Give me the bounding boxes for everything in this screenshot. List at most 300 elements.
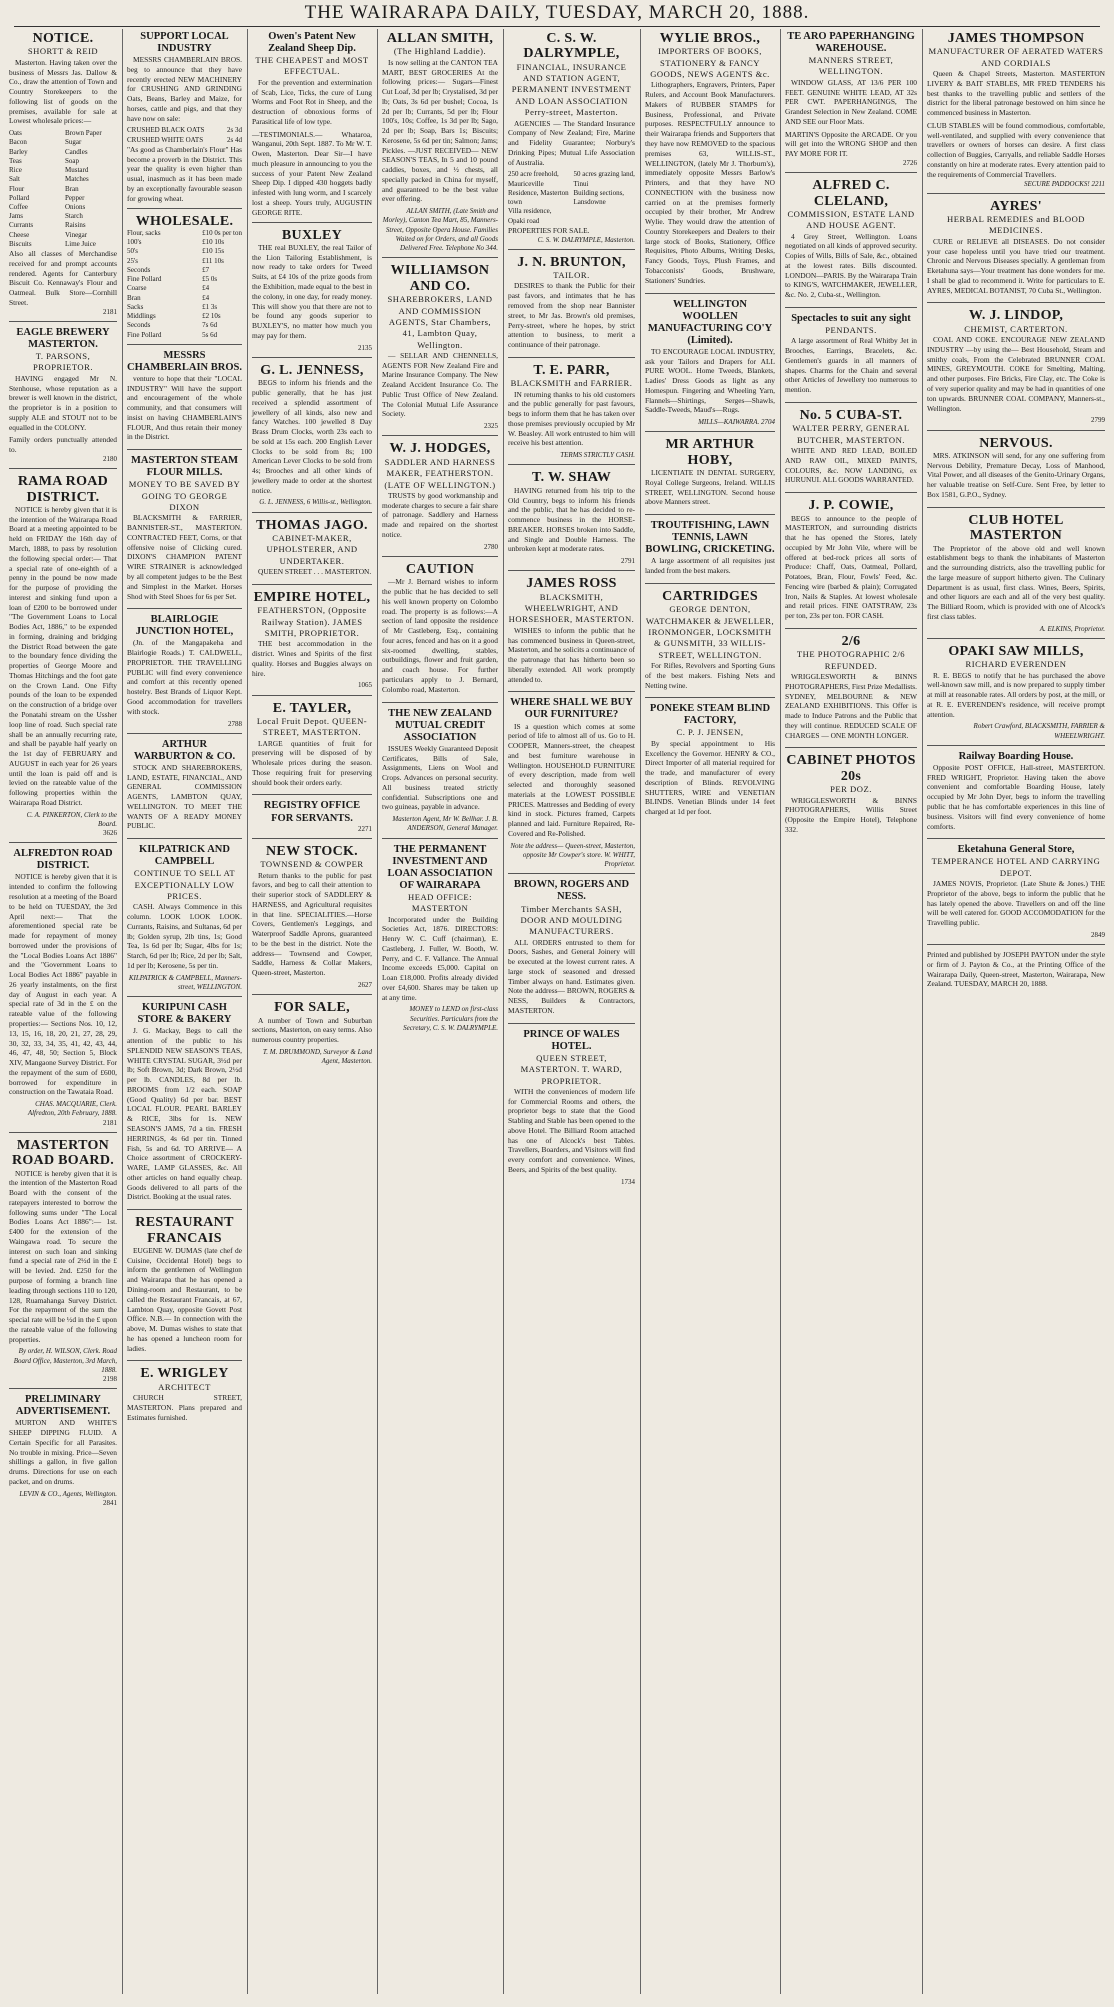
ad-body bbox=[645, 347, 775, 415]
ad-heading: ALFRED C. CLELAND, bbox=[812, 178, 890, 209]
price-item-name: 25's bbox=[127, 256, 138, 265]
ad-heading: MR ARTHUR HOBY, bbox=[665, 437, 755, 468]
list-item: Vinegar bbox=[65, 230, 88, 239]
ad-heading: PONEKE STEAM BLIND FACTORY, bbox=[649, 703, 771, 727]
ad-subheading: TOWNSEND & COWPER bbox=[260, 859, 364, 870]
ad-extra-text: Family orders punctually attended to. bbox=[9, 435, 117, 455]
advertisement bbox=[508, 470, 635, 571]
ad-signature: MONEY to LEND on first-class Securities. Particulars from the Secretary, C. S. W. DALRYMPLE. bbox=[403, 1005, 498, 1032]
price-item-name: Flour, sacks bbox=[127, 228, 161, 237]
ad-paragraph: NOTICE is hereby given that it is intended to confirm the following resolution at a meeting of the Board to be held on TUESDAY, the 3rd April next:— That the aforementioned special rate be made for repayment of money borrowed under the provisions of the "Local Bodies Loans Act 1886" and the "Government Loans to Local Bodies Act 1886" payable in 26 yearly instalments, on the first day of August in each year. A special rate of 3d in the £ on the rateable value of the following properties:— Sections Nos. 10, 12, 13, 15, 16, 18, 20, 21, 27, 28, 29, 30, 32, 33, 34, 35, 41, 42, 43, 44, 46, 47, 48, 50; Section 5, Block XIV, Mangaone Survey District. For the repayment of the sum of £600, borrowed for expenditure in construction on the Tawataia Road. bbox=[9, 872, 117, 1097]
advertisement bbox=[252, 800, 372, 838]
ad-number: 2325 bbox=[484, 422, 498, 431]
ad-body bbox=[252, 243, 372, 341]
price-item-value: £10 15s bbox=[202, 247, 225, 256]
ad-paragraph: IN returning thanks to his old customers and the public generally for past favours, begs to inform them that he has taken over those premises previously occupied by Mr W. Beasley. All work entrusted to him will receive his best attention. bbox=[508, 389, 635, 448]
advertisement bbox=[9, 848, 117, 1132]
advertisement bbox=[927, 308, 1105, 430]
advertisement bbox=[508, 879, 635, 1023]
ad-extra-text: —TESTIMONIALS.— Whataroa, Wanganui, 20th Sept. 1887. To Mr W. T. Owen, Masterton. Dear Sir—I have much pleasure in announcing to you the success of your Patent New Zealand Sheep Dip. I dipped 430 hoggets badly infested with lung worm, and I scarcely lost a sheep. Yours truly, AUGUSTIN GEORGE RITE. bbox=[252, 129, 372, 217]
price-item-name: 50's bbox=[127, 247, 138, 256]
ad-extra-text: PROPERTIES FOR SALE. bbox=[508, 225, 590, 235]
advertisement bbox=[9, 31, 117, 322]
advertisement bbox=[127, 614, 242, 733]
ad-heading: THOMAS JAGO. bbox=[256, 517, 368, 533]
masthead: THE WAIRARAPA DAILY, TUESDAY, MARCH 20, 1888. bbox=[304, 2, 810, 23]
ad-body bbox=[127, 1026, 242, 1202]
ad-body bbox=[645, 556, 775, 576]
ad-extra-text: CLUB STABLES will be found commodious, comfortable, well-ventilated, and supplied with every convenience that travellers or owners of horses can desire. A first class collection of Buggies, Carryalls, and reliable Saddle Horses constantly on hire at moderate rates. Every attention paid to the requirements of Commercial Travellers. bbox=[927, 120, 1105, 179]
ad-subheading: THE CHEAPEST and MOST EFFECTUAL. bbox=[255, 55, 369, 77]
list-item: Bran bbox=[65, 184, 79, 193]
ad-signature: Robert Crawford, BLACKSMITH, FARRIER & WHEELWRIGHT. bbox=[973, 722, 1105, 740]
column-5 bbox=[503, 29, 640, 1994]
ad-heading: No. 5 CUBA-ST. bbox=[799, 408, 903, 423]
ad-paragraph: J. G. Mackay, Begs to call the attention of the public to his SPLENDID NEW SEASON'S TEAS, WHITE CRYSTAL SUGAR, 3½d per lb; Soft Brown, 3d; Dark Brown, 2½d per lb. CANDLES, 8d per lb. BROOMS from 1/2 each. SOAP (Good Quality) 6d per bar. BEST LOCAL FLOUR. PEARL BARLEY & RICE, 3lbs for 1s. NEW SEASON'S JAMS, 7d a tin. FRESH HERRINGS, 4s 6d per tin. Tinned Fish, 5s and 6d. TO ARRIVE— A Choice assortment of CROCKERY-WARE, LAMP GLASSES, &c. All other articles on hand equally cheap. Goods delivered to all parts of the District. Booking at the usual rates. bbox=[127, 1026, 242, 1202]
price-item-value: £10 0s per ton bbox=[202, 228, 242, 237]
column-4 bbox=[377, 29, 503, 1994]
ad-subheading: CONTINUE TO SELL AT EXCEPTIONALLY LOW PRICES. bbox=[133, 868, 236, 902]
ad-heading: REGISTRY OFFICE FOR SERVANTS. bbox=[263, 800, 361, 824]
ad-heading: CABINET PHOTOS 20s bbox=[786, 753, 916, 784]
advertisement bbox=[252, 31, 372, 223]
ad-heading: CARTRIDGES bbox=[662, 588, 758, 604]
ad-signature: A. ELKINS, Proprietor. bbox=[1039, 624, 1105, 633]
price-item-value: £4 bbox=[202, 293, 210, 302]
ad-number: 1065 bbox=[358, 681, 372, 690]
ad-subheading: FINANCIAL, INSURANCE AND STATION AGENT, PERMANENT INVESTMENT AND LOAN ASSOCIATION Perry-street, Masterton. bbox=[511, 61, 632, 118]
ad-heading: BUXLEY bbox=[281, 227, 343, 243]
list-item: Cheese bbox=[9, 230, 30, 239]
column-8 bbox=[922, 29, 1110, 1994]
ad-heading: NERVOUS. bbox=[979, 435, 1053, 451]
ad-paragraph: (Jn. of the Mangapakeha and Blairlogie Roads.) T. CALDWELL, PROPRIETOR. THE TRAVELLING PUBLIC will find every convenience and comfort at this recently opened hostelry. Best Brands of Liquor Kept. Good accommodation for travellers with stock. bbox=[127, 638, 242, 716]
ad-paragraph: THE best accommodation in the district. Wines and Spirits of the first quality. Horses and Buggies always on hire. bbox=[252, 639, 372, 678]
ad-heading: E. WRIGLEY bbox=[140, 1366, 229, 1382]
advertisement bbox=[508, 697, 635, 874]
ad-paragraph: R. E. BEGS to notify that he has purchased the above well-known saw mill, and is now prepared to supply timber at mill at reasonable rates. All orders by post, at the mill, or at R. E. EVERENDEN's residence, will receive prompt attention. bbox=[927, 670, 1105, 719]
price-item-name: 100's bbox=[127, 238, 142, 247]
ad-subheading: BLACKSMITH and FARRIER. bbox=[510, 378, 633, 389]
ad-body bbox=[127, 763, 242, 831]
ad-number: 2726 bbox=[903, 158, 917, 167]
price-item-value: £1 3s bbox=[202, 302, 218, 311]
ad-heading: KURIPUNI CASH STORE & BAKERY bbox=[137, 1002, 232, 1026]
ad-body bbox=[508, 626, 635, 685]
ad-body bbox=[785, 336, 917, 395]
advertisement bbox=[645, 31, 775, 294]
advertisement bbox=[127, 350, 242, 450]
ad-body bbox=[382, 577, 498, 694]
ad-subheading: QUEEN STREET, MASTERTON. T. WARD, PROPRIETOR. bbox=[520, 1052, 623, 1086]
advertisement bbox=[382, 31, 498, 258]
price-item-value: £11 10s bbox=[202, 256, 224, 265]
ad-subheading: RICHARD EVERENDEN bbox=[965, 659, 1067, 670]
ad-paragraph: CASH. Always Commence in this column. LOOK LOOK LOOK. Currants, Raisins, and Sultanas, 6d per lb; Golden syrup, 2lb tins, 1s; Good Tea, 1s 6d per lb; Sugar, 4lbs for 1s; Starch, 6d per lb; Rice, 2d per lb; Salt, 1d per lb; Kerosene, 5s per tin. bbox=[127, 902, 242, 970]
ad-body bbox=[785, 672, 917, 740]
ad-number: 2788 bbox=[228, 719, 242, 728]
ad-body bbox=[382, 915, 498, 1003]
ad-subheading: Local Fruit Depot. QUEEN-STREET, MASTERTON. bbox=[256, 715, 368, 738]
ad-heading: J. N. BRUNTON, bbox=[517, 254, 626, 270]
ad-body bbox=[9, 505, 117, 808]
ad-body bbox=[127, 1393, 242, 1422]
ad-paragraph: IS a question which comes at some period of life to almost all of us. Go to H. COOPER, Manners-street, the cheapest and best furniture warehouse in Wellington. HOUSEHOLD FURNITURE of every description, made from well selected and thoroughly seasoned materials at the LOWEST POSSIBLE PRICES. Mattresses and Bedding of every kind in stock. Pictures framed, Carpets planned and laid. Furniture Repaired, Re-Covered and Re-Polished. bbox=[508, 721, 635, 838]
ad-body bbox=[785, 232, 917, 300]
ad-paragraph: — SELLAR AND CHENNELLS, AGENTS FOR New Zealand Fire and Marine Insurance Company. The New Zealand Accident Insurance Co. The Public Trust Office of New Zealand. The Colonial Mutual Life Assurance Society. bbox=[382, 350, 498, 419]
column-7 bbox=[780, 29, 922, 1994]
ad-heading: Eketahuna General Store, bbox=[957, 844, 1075, 856]
ad-number: 1734 bbox=[621, 1177, 635, 1186]
price-list bbox=[127, 229, 242, 340]
ad-heading: TE ARO PAPERHANGING WAREHOUSE. bbox=[787, 31, 915, 55]
ad-paragraph: WRIGGLESWORTH & BINNS PHOTOGRAPHERS, First Prize Medallists. SYDNEY, MELBOURNE & NEW ZEALAND EXHIBITIONS. This Offer is made to Induce Patrons and the Public that they will continue. REDUCED SCALE OF CHARGES — ONE MONTH LONGER. bbox=[785, 672, 917, 740]
ad-heading: E. TAYLER, bbox=[272, 700, 352, 716]
ad-body bbox=[252, 78, 372, 127]
ad-subheading: TEMPERANCE HOTEL AND CARRYING DEPOT. bbox=[931, 856, 1101, 878]
list-item: Onions bbox=[65, 202, 86, 211]
ad-body bbox=[927, 69, 1105, 118]
ad-paragraph: For Rifles, Revolvers and Sporting Guns of the best makers. Fishing Nets and Netting twine. bbox=[645, 661, 775, 690]
advertisement bbox=[785, 178, 917, 308]
ad-subheading: CABINET-MAKER, UPHOLSTERER, AND UNDERTAKER. bbox=[266, 533, 358, 566]
advertisement bbox=[252, 518, 372, 585]
ad-body bbox=[252, 871, 372, 978]
ad-body bbox=[252, 639, 372, 678]
ad-number: 2627 bbox=[358, 980, 372, 989]
ad-paragraph: HAVING engaged Mr N. Stenhouse, whose reputation as a brewer is well known in the district, the proprietor is in a position to supply ALE and STOUT not to be equalled in the COLONY. bbox=[9, 373, 117, 432]
column-3 bbox=[247, 29, 377, 1994]
ad-paragraph: STOCK AND SHAREBROKERS, LAND, ESTATE, FINANCIAL, AND GENERAL COMMISSION AGENTS, LAMBTON QUAY, WELLINGTON. TO MEET THE WANTS OF A READY MONEY PUBLIC. bbox=[127, 762, 242, 831]
ad-paragraph: venture to hope that their "LOCAL INDUSTRY" Will have the support and encouragement of the whole community, and that consumers will insist on having CHAMBERLAIN'S FLOUR, And thus retain their money in the District. bbox=[127, 373, 242, 442]
advertisement bbox=[382, 263, 498, 436]
advertisement bbox=[927, 751, 1105, 839]
ad-heading: WILLIAMSON AND CO. bbox=[390, 263, 490, 294]
list-item: Sugar bbox=[65, 138, 82, 147]
advertisement bbox=[252, 228, 372, 358]
advertisement bbox=[927, 199, 1105, 304]
list-item: Residence, Masterton town bbox=[508, 188, 569, 207]
list-item: Currants bbox=[9, 221, 34, 230]
ad-body bbox=[645, 80, 775, 285]
ad-paragraph: QUEEN STREET . . . MASTERTON. bbox=[258, 567, 372, 577]
list-item: Starch bbox=[65, 212, 83, 221]
column-2 bbox=[122, 29, 247, 1994]
ad-body bbox=[645, 468, 775, 507]
ad-body bbox=[9, 872, 117, 1097]
list-item: Candles bbox=[65, 147, 88, 156]
ad-heading: MASTERTON STEAM FLOUR MILLS. bbox=[130, 455, 239, 479]
ad-body bbox=[508, 938, 635, 1016]
list-item: Coffee bbox=[9, 202, 28, 211]
ad-number: 2799 bbox=[1091, 416, 1105, 425]
list-item: Teas bbox=[9, 156, 22, 165]
ad-body bbox=[252, 1016, 372, 1045]
ad-heading: 2/6 bbox=[841, 633, 861, 649]
ad-heading: KILPATRICK AND CAMPBELL bbox=[139, 844, 230, 868]
ad-paragraph: CHURCH STREET, MASTERTON. Plans prepared and Estimates furnished. bbox=[127, 1393, 242, 1422]
ad-heading: ARTHUR WARBURTON & CO. bbox=[133, 738, 236, 762]
advertisement bbox=[927, 513, 1105, 639]
ad-heading: T. W. SHAW bbox=[532, 470, 611, 486]
advertisement bbox=[252, 1000, 372, 1070]
list-item: Biscuits bbox=[9, 239, 32, 248]
advertisement bbox=[252, 363, 372, 513]
price-item-value: £7 bbox=[202, 265, 210, 274]
ad-paragraph: EUGENE W. DUMAS (late chef de Cuisine, Occidental Hotel) begs to inform the gentlemen of Wellington and Wairarapa that he has opened a Dining-room and Restaurant, to be called the Restaurant Francais, at 67, Lambton Quay, opposite Govett Post Office. N.B.— In connection with the above, M. Dumas wishes to state that he has opened a luncheon room for ladies. bbox=[127, 1245, 242, 1353]
list-item: Lime Juice bbox=[65, 239, 96, 248]
ad-number: 2198 bbox=[103, 1375, 117, 1384]
ad-paragraph: COAL AND COKE. ENCOURAGE NEW ZEALAND INDUSTRY —by using the— Best Household, Steam and smithy coals, From the Celebrated BRUNNER COAL MINES, GREYMOUTH. COKE for Smelting, Malting, and other purposes. Fire Bricks, Fire Clay, etc. The Coke is of very superior quality and may be had in quantities of one ton upwards. BRUNNER COAL COMPANY, Manners-st., Wellington. bbox=[927, 335, 1105, 413]
ad-signature: CHAS. MACQUARIE, Clerk. Alfredton, 20th February, 1888. bbox=[27, 1100, 117, 1118]
ad-paragraph: —Mr J. Bernard wishes to inform the public that he has decided to sell his well known property on Colombo road. The property is as follows:—A section of land opposite the residence of Mr Castleberg, Esq., containing four acres, fenced and has on it a good six-roomed dwelling, stables, outbuildings, flower and fruit garden, and coach house. For further particulars apply to J. Bernard, Colombo road, Masterton. bbox=[382, 577, 498, 694]
ad-heading: CLUB HOTEL MASTERTON bbox=[968, 512, 1064, 544]
advertisement bbox=[508, 363, 635, 466]
ad-body bbox=[252, 378, 372, 495]
advertisement bbox=[508, 31, 635, 250]
ad-body bbox=[927, 335, 1105, 413]
advertisement bbox=[927, 31, 1105, 194]
ad-body bbox=[785, 78, 917, 127]
ad-number: 2841 bbox=[103, 1499, 117, 1508]
ad-heading: EAGLE BREWERY MASTERTON. bbox=[16, 326, 110, 351]
ad-number: 2181 bbox=[103, 1118, 117, 1127]
ad-paragraph: TRUSTS by good workmanship and moderate charges to secure a fair share of patronage. Saddlery and Harness made and repaired on the shortest notice. bbox=[382, 490, 498, 539]
list-item: 50 acres grazing land, Tinui bbox=[573, 170, 635, 188]
advertisement bbox=[382, 441, 498, 556]
ad-body bbox=[252, 567, 372, 577]
ad-subheading: MANNERS STREET, WELLINGTON. bbox=[808, 55, 894, 77]
ad-paragraph: MESSRS CHAMBERLAIN BROS. beg to announce that they have recently erected NEW MACHINERY for CRUSHING AND GRINDING Oats, Beans, Barley and Maize, for horses, cattle and pigs, and that they have now on sale: bbox=[127, 55, 242, 123]
ad-number: 2271 bbox=[358, 824, 372, 833]
ad-body bbox=[382, 351, 498, 419]
ad-subheading: MANUFACTURER OF AERATED WATERS AND CORDIALS bbox=[928, 46, 1104, 68]
price-item-name: Seconds bbox=[127, 321, 151, 330]
list-item: Brown Paper bbox=[65, 129, 102, 138]
ad-heading: ALLAN SMITH, bbox=[386, 31, 494, 46]
ad-paragraph: WINDOW GLASS, AT 13/6 PER 100 FEET. GENUINE WHITE LEAD, AT 32s PER CWT. PAPERHANGINGS, The Grandest Selection in New Zealand. COME AND SEE our Floor Mats. bbox=[785, 77, 917, 126]
ad-paragraph: A large assortment of all requisites just landed from the best makers. bbox=[645, 556, 775, 576]
ad-subheading: PENDANTS. bbox=[825, 325, 877, 336]
ad-heading: AYRES' bbox=[990, 198, 1042, 214]
ad-body bbox=[927, 544, 1105, 622]
list-item: Mustard bbox=[65, 166, 89, 175]
ad-paragraph: For the prevention and extermination of Scab, Lice, Ticks, the cure of Lung Worms and Foot Rot in Sheep, and the destruction of obnoxious forms of Parasitical life of low type. bbox=[252, 77, 372, 126]
ad-heading: WHOLESALE. bbox=[135, 213, 234, 229]
list-item: Jams bbox=[9, 212, 23, 221]
advertisement bbox=[382, 844, 498, 1038]
ad-paragraph: TO ENCOURAGE LOCAL INDUSTRY, ask your Tailors and Drapers for ALL PURE WOOL. Home Tweeds, Blankets, Ladies' Dress Goods as light as any Homespun. Fingering and Wheeling Yarn, Flannels—Shirtings, Serges—Shawls, Saddle-Tweeds, Maud's—Rugs. bbox=[645, 346, 775, 415]
advertisement bbox=[9, 474, 117, 843]
ad-heading: CAUTION bbox=[405, 561, 475, 577]
ad-paragraph: CURE or RELIEVE all DISEASES. Do not consider your case hopeless until you have tried our treatment. Chronic and Nervous Diseases specially. A gentleman from Eketahuna says—Your treatment has done wonders for me. I shall be glad to recommend it. Write for particulars to E. AYRES, MEDICAL BOTANIST, 70 Cuba St., Wellington. bbox=[927, 236, 1105, 295]
ad-subheading: IMPORTERS OF BOOKS, STATIONERY & FANCY GOODS, NEWS AGENTS &c. bbox=[650, 46, 770, 80]
ad-heading: BLAIRLOGIE JUNCTION HOTEL, bbox=[135, 614, 234, 638]
ad-paragraph: BEGS to announce to the people of MASTERTON, and surrounding districts that he has opened the Stores, lately occupied by Mr John Vile, where will be offered at bed-rock prices all sorts of Produce: Chaff, Oats, Oatmeal, Pollard, Potatoes, Bran, Flour, Fowls' Feed, &c. Fencing wire (barbed & plain); Corrugated Iron, Nails & Staples. At lowest wholesale and retail prices. FINE OATSTRAW, 23s per ton, 23s per ton. FOR CASH. bbox=[785, 513, 917, 621]
ad-paragraph: Opposite POST OFFICE, Hall-street, MASTERTON. FRED WRIGHT, Proprietor. Having taken the above convenient and comfortable Boarding House, lately occupied by Mr John Dyer, begs to inform the travelling public that he has comfortable experiences in this line of business. Visitors will find every convenience of home comforts. bbox=[927, 762, 1105, 831]
list-item: Rice bbox=[9, 166, 22, 175]
ad-body bbox=[382, 58, 498, 204]
ad-number: 2135 bbox=[358, 343, 372, 352]
ad-paragraph: HAVING returned from his trip to the Old Country, begs to inform his friends and the public, that he has decided to re-commence business in the HORSE-BREAKER. HORSES broken into Saddle, and Single and Double Harness. The unbroken kept at moderate rates. bbox=[508, 485, 635, 554]
advertisement bbox=[927, 644, 1105, 746]
ad-body bbox=[508, 119, 635, 168]
column-1 bbox=[4, 29, 122, 1994]
ad-subheading: T. PARSONS, PROPRIETOR. bbox=[32, 351, 94, 373]
advertisement bbox=[785, 634, 917, 748]
ad-heading: T. E. PARR, bbox=[533, 362, 610, 378]
ad-signature: T. M. DRUMMOND, Surveyor & Land Agent, Masterton. bbox=[262, 1047, 372, 1066]
ad-heading: TROUTFISHING, LAWN TENNIS, LAWN BOWLING, CRICKETING. bbox=[645, 520, 775, 556]
advertisement bbox=[645, 703, 775, 824]
ad-body bbox=[9, 374, 117, 433]
ad-body bbox=[9, 58, 117, 126]
ad-heading: Railway Boarding House. bbox=[958, 750, 1074, 762]
ad-number: 2181 bbox=[103, 307, 117, 316]
ad-heading: OPAKI SAW MILLS, bbox=[948, 643, 1084, 659]
ad-paragraph: MURTON AND WHITE'S SHEEP DIPPING FLUID. A Certain Specific for all Parasites. No trouble in mixing. Price—Seven shillings a gallon, in five gallon drums. Directions for use on each packet, and on drums. bbox=[9, 1418, 117, 1487]
ad-subheading: MONEY TO BE SAVED BY GOING TO GEORGE DIXON bbox=[128, 479, 241, 513]
list-item: Soap bbox=[65, 156, 79, 165]
ad-heading: WELLINGTON WOOLLEN MANUFACTURING CO'Y (Limited). bbox=[647, 298, 773, 346]
list-item: Raisins bbox=[65, 221, 86, 230]
price-item-name: Coarse bbox=[127, 284, 147, 293]
price-item-name: Fine Pollard bbox=[127, 275, 162, 284]
ad-subheading: THE PHOTOGRAPHIC 2/6 REFUNDED. bbox=[796, 649, 906, 671]
ad-heading: EMPIRE HOTEL, bbox=[253, 589, 371, 605]
ad-body bbox=[785, 514, 917, 621]
ad-paragraph: JAMES NOVIS, Proprietor. (Late Shute & Jones.) THE Proprietor of the above, begs to inform the public that he has lately opened the above. Travellers on and off the line will be well catered for. GOOD ACCOMODATION for the Travelling public. bbox=[927, 879, 1105, 928]
ad-signature: MILLS—KAIWARRA. 2704 bbox=[698, 418, 775, 427]
ad-subheading: HEAD OFFICE: MASTERTON bbox=[407, 891, 472, 914]
ad-heading: J. P. COWIE, bbox=[808, 498, 894, 514]
ad-subheading: Timber Merchants SASH, DOOR AND MOULDING MANUFACTURERS. bbox=[520, 903, 623, 937]
ad-subheading: GEORGE DENTON, WATCHMAKER & JEWELLER, IRONMONGER, LOCKSMITH & GUNSMITH, 33 WILLIS-STREET, WELLINGTON. bbox=[645, 604, 775, 660]
price-item-value: 2s 3d bbox=[227, 126, 242, 135]
ad-body bbox=[382, 744, 498, 812]
ad-heading: WYLIE BROS., bbox=[659, 31, 761, 46]
ad-heading: RESTAURANT FRANCAIS bbox=[135, 1215, 234, 1246]
advertisement bbox=[127, 1002, 242, 1210]
ad-heading: FOR SALE, bbox=[274, 1000, 350, 1016]
ad-body bbox=[785, 796, 917, 835]
price-item-name: Bran bbox=[127, 293, 141, 302]
price-item-name: Sacks bbox=[127, 302, 144, 311]
ad-body bbox=[645, 661, 775, 690]
price-item-value: 2s 4d bbox=[227, 135, 242, 144]
price-item-name: Middlings bbox=[127, 312, 156, 321]
ad-body bbox=[9, 1169, 117, 1345]
ad-signature: TERMS STRICTLY CASH. bbox=[560, 451, 635, 460]
ad-paragraph: WITH the conveniences of modern life for Commercial Rooms and others, the proprietor begs to state that the Good Stabling and Stable has been opened to the above Hotel. The Billiard Room attached has one of Alcock's best Tables. Travellers, Boarders, and Visitors will find every comfort and convenience. Wines, Beers, and Spirits of the best quality. bbox=[508, 1086, 635, 1174]
ad-paragraph: DESIRES to thank the Public for their past favors, and intimates that he has removed from the shop near Bannister street, to Mr Jas. Brown's old premises, Perry-street, where he hopes, by strict attention to business, to merit a continuance of their patronage. bbox=[508, 281, 635, 350]
price-item-value: £2 10s bbox=[202, 312, 221, 321]
ad-body bbox=[127, 902, 242, 970]
ad-body bbox=[927, 237, 1105, 296]
ad-paragraph: ISSUES Weekly Guaranteed Deposit Certificates, Bills of Sale, Assignments, Liens on Wool and Crops. Advances on personal security. All business treated strictly confidential. Subscriptions one and two guineas, payable in advance. bbox=[382, 743, 498, 812]
advertisement bbox=[645, 437, 775, 515]
ad-paragraph: Queen & Chapel Streets, Masterton. MASTERTON LIVERY & BAIT STABLES, MR FRED TENDERS his best thanks to the travelling public and settlers of the district for the liberal patronage bestowed on him since he commenced business in Masterton. bbox=[927, 69, 1105, 118]
ad-paragraph: A number of Town and Suburban sections, Masterton, on easy terms. Also numerous country properties. bbox=[252, 1015, 372, 1045]
ad-heading: JAMES ROSS bbox=[526, 576, 617, 592]
ad-body bbox=[508, 281, 635, 349]
ad-body bbox=[927, 451, 1105, 500]
ad-body bbox=[508, 722, 635, 839]
ad-number: 2180 bbox=[103, 454, 117, 463]
ad-number: 2780 bbox=[484, 542, 498, 551]
ad-signature: KILPATRICK & CAMPBELL, Manners-street, WELLINGTON. bbox=[128, 973, 242, 991]
advertisement bbox=[127, 844, 242, 997]
ad-paragraph: Return thanks to the public for past favors, and beg to call their attention to their superior stock of SADDLERY & HARNESS, and Agricultural requisites in that line. SPECIALITIES.—Horse Covers, Gentlemen's Leggings, and Waterproof Saddle Aprons, guaranteed to be the best in the district. Note the address— Townsend and Cowper, Saddle, Harness & Collar Makers, Queen-street, Masterton. bbox=[252, 870, 372, 978]
price-item-value: £4 bbox=[202, 284, 210, 293]
ad-heading: MESSRS CHAMBERLAIN BROS. bbox=[127, 349, 242, 373]
column-6 bbox=[640, 29, 780, 1994]
ad-body bbox=[382, 491, 498, 540]
ad-paragraph: Lithographers, Engravers, Printers, Paper Rulers, and Account Book Manufacturers. Makers of RUBBER STAMPS for Business, Professional, and Private purposes. RESPECTFULLY announce to their Wairarapa friends and Supporters that they have now REMOVED to the spacious premises 63, WILLIS-ST., WELLINGTON, (lately Mr J. Thorburn's), immediately opposite Messrs Barlow's Printers, and that they have NO CONNECTION with the business now carried on at the premises formerly occupied by their brother, Mr Andrew Wylie. They would draw the attention of Country Storekeepers and Dealers to their large stock of Books, Stationery, Office Requisites, Photo Albums, Writing Desks, Fancy Goods, Toys, Plush Frames, and Tobacconists' Goods, Brushware, Stationers' Sundries. bbox=[645, 80, 775, 285]
ad-extra-text: Also all classes of Merchandise received for and prompt accounts rendered. Agents for Canterbury Biscuit Co. Kennaway's Flour and Oatmeal. Bulk Store—Cornhill Street. bbox=[9, 249, 117, 307]
ad-body bbox=[927, 879, 1105, 928]
ad-signature: By order, H. WILSON, Clerk. Road Board Office, Masterton, 3rd March, 1888. bbox=[13, 1347, 117, 1374]
advertisement bbox=[645, 520, 775, 584]
list-item: Flour bbox=[9, 184, 25, 193]
price-item-value: 5s 6d bbox=[202, 330, 218, 339]
ad-heading: Owen's Patent New Zealand Sheep Dip. bbox=[268, 31, 356, 55]
ad-paragraph: Is now selling at the CANTON TEA MART, BEST GROCERIES At the following prices:— Sugars—Finest Cut Loaf, 3d per lb; Crystalised, 3d per lb; Oats, 3s 6d per bushel; Cocoa, 1s 2d per lb; Currants, 5d per lb; Flour 100's, 10s; Coffee, 1s 3d per lb; Sago, 2d per lb; Soap, Bars 1s; Biscuits; Kerosene, 5s 6d per tin; Salmon; Jams; Pickles. —JUST RECEIVED— NEW SEASON'S TEAS, In 5 and 10 pound caddies, boxes, and ½ chests, all specially packed in China for myself, and guaranteed to be the best value ever offering. bbox=[382, 57, 498, 204]
ad-body bbox=[9, 1418, 117, 1486]
ad-paragraph: NOTICE is hereby given that it is the intention of the Masterton Road Board with the consent of the ratepayers interested to borrow the following sums under "The Local Bodies Loans Act 1886":— 1st. £400 for the extension of the Waingawa road. To secure the interest on such loan and sinking fund a special rate of 2½d in the £ will be levied. 2nd. £250 for the purpose of forming a branch line leading through sections 110 to 120, 128, Ruamahanga Survey District. For the repayment of the sum the special rate will be ½d in the £ upon the rateable value of the following properties. bbox=[9, 1168, 117, 1344]
ad-item-list bbox=[508, 170, 635, 225]
ad-heading: G. L. JENNESS, bbox=[260, 362, 364, 378]
imprint: Printed and published by JOSEPH PAYTON under the style or firm of J. Payton & Co., at the Printing Office of the Wairarapa Daily, Queen-street, Masterton, Wairarapa, New Zealand. TUESDAY, MARCH 20, 1888. bbox=[927, 950, 1105, 989]
advertisement bbox=[127, 31, 242, 209]
ad-heading: Spectacles to suit any sight bbox=[791, 313, 911, 324]
advertisement bbox=[252, 844, 372, 995]
ad-body bbox=[785, 446, 917, 485]
advertisement bbox=[252, 701, 372, 796]
price-item-value: £5 0s bbox=[202, 275, 218, 284]
advertisement bbox=[645, 299, 775, 433]
ad-paragraph: THE real BUXLEY, the real Tailor of the Lion Tailoring Establishment, is now ready to take orders for Tweed Suits, at £4 10s of the prize goods from the Exhibition, made equal to the best in the colony, in one day, for ready money. This will show you that there are not to be found any goods superior to BUXLEY'S, no matter how much you may pay for them. bbox=[252, 242, 372, 340]
list-item: Pollard bbox=[9, 193, 30, 202]
ad-heading: C. S. W. DALRYMPLE, bbox=[523, 31, 620, 62]
ad-signature: G. L. JENNESS, 6 Willis-st., Wellington. bbox=[259, 498, 372, 507]
price-item-value: £10 10s bbox=[202, 238, 225, 247]
ad-heading: NOTICE. bbox=[32, 31, 94, 46]
ad-signature: LEVIN & CO., Agents, Wellington. bbox=[19, 1489, 117, 1498]
ad-paragraph: By special appointment to His Excellency the Governor. HENRY & CO., Direct Importer of all material required for the trade, and manufacturer of every description of Blinds. REVOLVING SHUTTERS, WIRE and VENETIAN BLINDS. Venetian Blinds under 14 feet charged at 1d per foot. bbox=[645, 738, 775, 817]
price-item-name: Seconds bbox=[127, 265, 151, 274]
advertisement bbox=[127, 1366, 242, 1429]
ad-subheading: FEATHERSTON, (Opposite Railway Station). JAMES SMITH, PROPRIETOR. bbox=[257, 605, 367, 638]
ad-subheading: SADDLER AND HARNESS MAKER, FEATHERSTON. (LATE OF WELLINGTON.) bbox=[384, 456, 496, 490]
ad-subheading: SHORTT & REID bbox=[27, 46, 99, 57]
ad-heading: PRELIMINARY ADVERTISEMENT. bbox=[15, 1394, 111, 1418]
ad-number: 2849 bbox=[1091, 930, 1105, 939]
ad-paragraph: LARGE quantities of fruit for preserving will be disposed of by Wholesale prices during the season. Those requiring fruit for preserving should book their orders early. bbox=[252, 738, 372, 787]
ad-signature: SECURE PADDOCKS! 2211 bbox=[1023, 179, 1105, 188]
ad-heading: WHERE SHALL WE BUY OUR FURNITURE? bbox=[510, 697, 633, 721]
ad-paragraph: Masterton. Having taken over the business of Messrs Jas. Dallow & Co., draw the attention of Town and Country Storekeepers to the following list of goods on the premises, available for sale at Lowest wholesale prices:— bbox=[9, 57, 117, 126]
list-item: Building sections, Lansdowne bbox=[573, 188, 625, 207]
advertisement bbox=[9, 1394, 117, 1512]
ad-subheading: SHAREBROKERS, LAND AND COMMISSION AGENTS, Star Chambers, 41, Lambton Quay, Wellington. bbox=[387, 294, 493, 350]
ad-heading: RAMA ROAD DISTRICT. bbox=[17, 474, 109, 505]
ad-extra-text: "As good as Chamberlain's Flour" Has become a proverb in the District. This year the quality is even higher than usual, inasmuch as it has been made by an exceptionally favourable season for growing wheat. bbox=[127, 144, 242, 203]
advertisement bbox=[382, 708, 498, 839]
masthead-rule bbox=[14, 26, 1100, 27]
price-item-name: CRUSHED BLACK OATS bbox=[127, 126, 205, 135]
ad-heading: SUPPORT LOCAL INDUSTRY bbox=[140, 31, 229, 55]
